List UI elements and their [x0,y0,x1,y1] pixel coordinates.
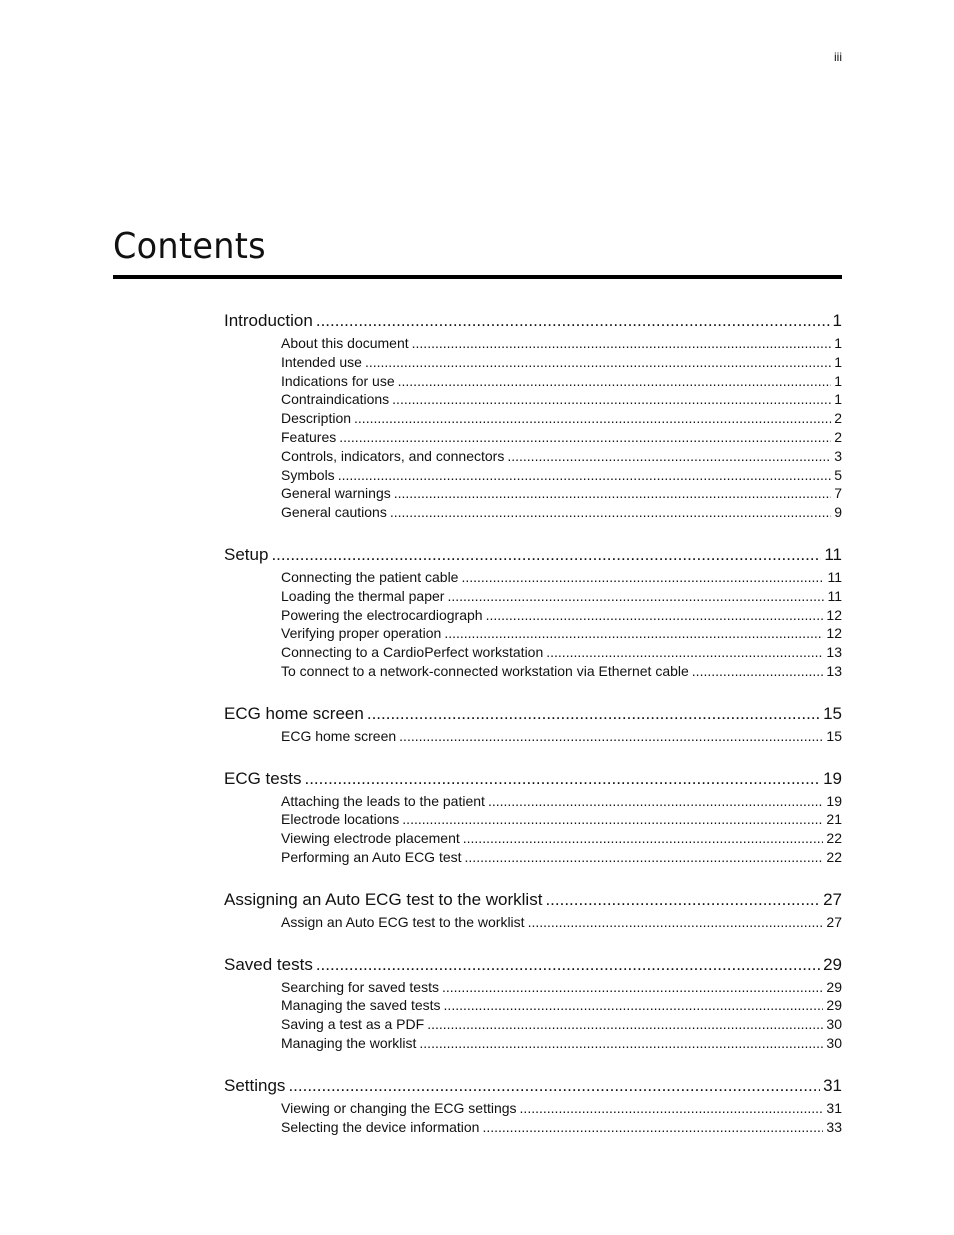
toc-chapter-page: 15 [823,703,842,723]
toc-section-entry[interactable] [281,1015,842,1034]
toc-section-title: Indications for use [281,372,395,389]
toc-section-entry[interactable] [281,372,842,391]
toc-dot-leader [390,503,831,522]
toc-section-title: Selecting the device information [281,1118,480,1135]
toc-chapter [224,952,842,1053]
toc-section-page: 1 [834,391,842,408]
toc-dot-leader [528,913,824,932]
toc-section-page: 1 [834,372,842,389]
page-title: Contents [113,226,266,267]
toc-section-entry[interactable] [281,568,842,587]
toc-section-title: Symbols [281,466,335,483]
toc-section-entry[interactable] [281,353,842,372]
toc-chapter-entry[interactable] [224,887,842,913]
toc-section-title: ECG home screen [281,727,397,744]
toc-dot-leader [402,810,823,829]
toc-chapter [224,1073,842,1137]
toc-dot-leader [488,792,823,811]
toc-chapter-title: Settings [224,1075,286,1095]
toc-section-entry[interactable] [281,390,842,409]
toc-section-page: 2 [834,410,842,427]
toc-dot-leader [394,484,831,503]
toc-section-entry[interactable] [281,643,842,662]
toc-dot-leader [399,727,823,746]
toc-section-entry[interactable] [281,978,842,997]
toc-section-title: Controls, indicators, and connectors [281,447,505,464]
toc-section-page: 33 [826,1118,842,1135]
toc-chapter-title: Introduction [224,311,313,330]
toc-section-title: Features [281,428,337,445]
toc-dot-leader [444,996,824,1015]
toc-chapter [224,887,842,932]
toc-section-page: 13 [826,662,842,679]
toc-section-entry[interactable] [281,503,842,522]
toc-section-title: Intended use [281,353,362,370]
toc-section-title: Searching for saved tests [281,978,439,995]
toc-section-page: 1 [834,353,842,370]
toc-section-page: 21 [826,811,842,828]
toc-chapter-entry[interactable] [224,952,842,978]
toc-dot-leader [304,766,820,792]
toc-chapter-entry[interactable] [224,308,842,334]
toc-dot-leader [545,887,820,913]
toc-section-entry[interactable] [281,1034,842,1053]
toc-chapter-entry[interactable] [224,1073,842,1099]
toc-chapter-page: 11 [824,544,842,564]
toc-chapter-page: 19 [823,768,842,788]
toc-section-title: Managing the saved tests [281,997,441,1014]
page-number: iii [834,50,842,64]
toc-section-page: 29 [826,997,842,1014]
toc-chapter [224,701,842,746]
toc-section-title: Description [281,410,352,427]
toc-dot-leader [427,1015,823,1034]
toc-dot-leader [392,390,831,409]
toc-chapter-page: 29 [823,954,842,974]
toc-section-page: 27 [826,913,842,930]
toc-section-title: To connect to a network-connected workstation via Ethernet cable [281,662,689,679]
toc-chapter-title: ECG tests [224,768,302,788]
toc-section-page: 11 [827,587,842,604]
toc-chapter-title: Assigning an Auto ECG test to the worklist [224,889,543,909]
toc-dot-leader [412,334,832,353]
toc-section-page: 9 [834,504,842,521]
toc-section-entry[interactable] [281,810,842,829]
toc-section-page: 11 [827,568,842,585]
toc-dot-leader [316,308,830,334]
toc-section-entry[interactable] [281,1099,842,1118]
toc-dot-leader [461,568,824,587]
toc-dot-leader [546,643,823,662]
toc-dot-leader [354,409,831,428]
toc-chapter [224,308,842,522]
toc-section-page: 1 [834,335,842,351]
toc-section-entry[interactable] [281,447,842,466]
title-rule [113,275,842,279]
toc-section-entry[interactable] [281,1118,842,1137]
toc-chapter-entry[interactable] [224,701,842,727]
toc-dot-leader [367,701,820,727]
toc-section-title: Contraindications [281,391,390,408]
toc-section-entry[interactable] [281,996,842,1015]
toc-section-entry[interactable] [281,334,842,353]
toc-section-entry[interactable] [281,792,842,811]
toc-section-entry[interactable] [281,624,842,643]
toc-chapter [224,542,842,681]
toc-chapter-page: 27 [823,889,842,909]
toc-section-page: 22 [826,848,842,865]
toc-section-entry[interactable] [281,829,842,848]
toc-dot-leader [463,829,824,848]
toc-section-title: Performing an Auto ECG test [281,848,462,865]
toc-section-entry[interactable] [281,913,842,932]
toc-chapter-page: 1 [832,311,842,330]
toc-dot-leader [465,848,824,867]
toc-section-page: 30 [826,1034,842,1051]
toc-section-page: 7 [834,485,842,502]
toc-section-title: Viewing electrode placement [281,830,460,847]
toc-dot-leader [444,624,823,643]
toc-chapter [224,766,842,867]
toc-section-entry[interactable] [281,662,842,681]
toc-section-page: 29 [826,978,842,995]
toc-chapter-title: Setup [224,544,269,564]
toc-section-page: 12 [826,606,842,623]
toc-chapter-entry[interactable] [224,542,842,568]
toc-dot-leader [507,447,831,466]
toc-section-entry[interactable] [281,606,842,625]
toc-dot-leader [419,1034,823,1053]
toc-dot-leader [520,1099,824,1118]
toc-dot-leader [442,978,823,997]
toc-section-page: 31 [826,1099,842,1116]
toc-section-page: 19 [826,792,842,809]
toc-section-title: Assign an Auto ECG test to the worklist [281,913,525,930]
toc-section-page: 13 [826,644,842,661]
toc-section-page: 22 [826,830,842,847]
table-of-contents [224,308,842,1156]
toc-section-title: Powering the electrocardiograph [281,606,483,623]
toc-section-title: Loading the thermal paper [281,587,445,604]
toc-section-title: Verifying proper operation [281,625,442,642]
toc-chapter-entry[interactable] [224,766,842,792]
toc-dot-leader [339,428,831,447]
toc-section-page: 30 [826,1016,842,1033]
toc-dot-leader [338,466,832,485]
toc-section-entry[interactable] [281,428,842,447]
toc-dot-leader [692,662,824,681]
toc-section-entry[interactable] [281,409,842,428]
toc-section-page: 15 [826,727,842,744]
toc-section-title: Saving a test as a PDF [281,1016,425,1033]
toc-section-title: General warnings [281,485,391,502]
toc-dot-leader [447,587,824,606]
toc-section-title: General cautions [281,504,387,521]
toc-dot-leader [316,952,820,978]
toc-section-title: Viewing or changing the ECG settings [281,1099,517,1116]
toc-section-title: Attaching the leads to the patient [281,792,485,809]
toc-section-entry[interactable] [281,466,842,485]
toc-section-entry[interactable] [281,484,842,503]
toc-section-title: Connecting to a CardioPerfect workstation [281,644,544,661]
toc-chapter-title: ECG home screen [224,703,364,723]
toc-chapter-page: 31 [823,1075,842,1095]
toc-section-entry[interactable] [281,848,842,867]
toc-section-page: 2 [834,428,842,445]
toc-dot-leader [482,1118,823,1137]
toc-section-page: 3 [834,447,842,464]
toc-section-title: Managing the worklist [281,1034,417,1051]
toc-dot-leader [271,542,821,568]
toc-dot-leader [288,1073,820,1099]
toc-section-page: 5 [834,466,842,483]
toc-dot-leader [398,372,832,391]
toc-section-entry[interactable] [281,587,842,606]
toc-section-title: Electrode locations [281,811,400,828]
toc-section-title: Connecting the patient cable [281,568,459,585]
toc-dot-leader [365,353,831,372]
toc-chapter-title: Saved tests [224,954,313,974]
toc-section-page: 12 [826,625,842,642]
toc-dot-leader [486,606,824,625]
toc-section-entry[interactable] [281,727,842,746]
toc-section-title: About this document [281,335,409,351]
